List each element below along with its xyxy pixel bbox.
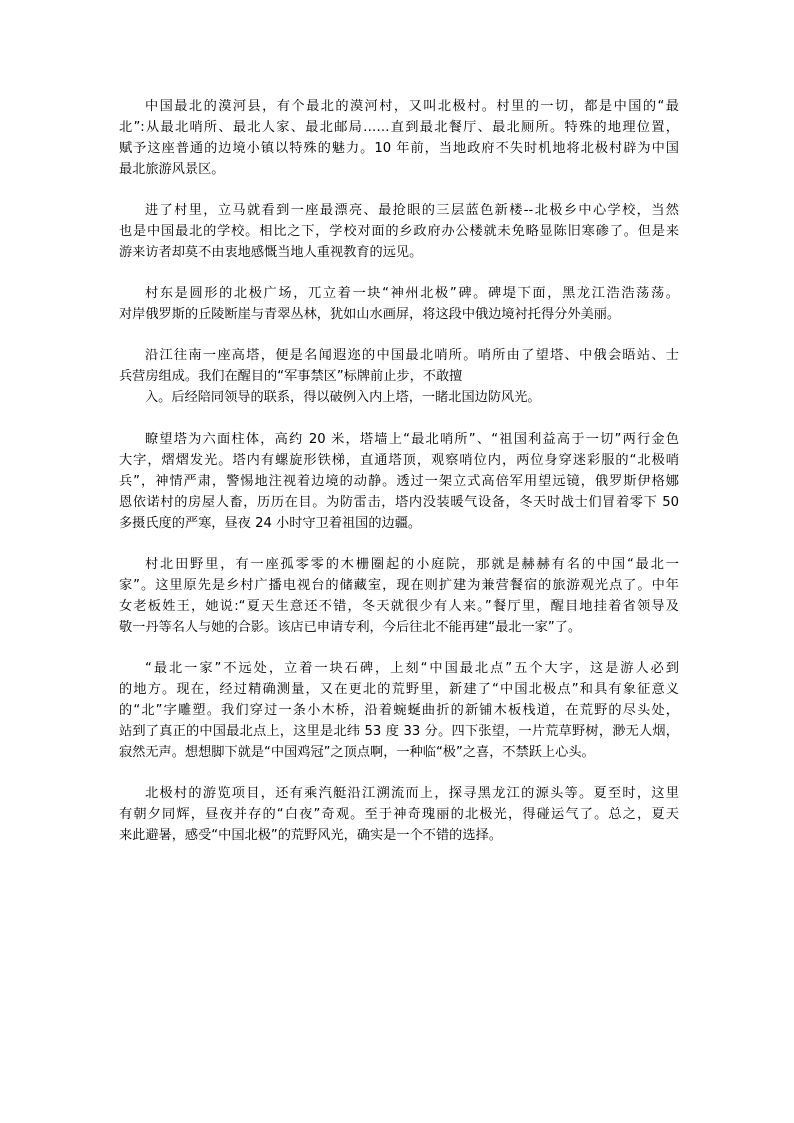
paragraph-7 xyxy=(119,658,679,763)
paragraph-line: 中国最北的漠河县，有个最北的漠河村，又叫北极村。村里的一切，都是中国的“最 xyxy=(145,99,679,114)
paragraph-line: 对岸俄罗斯的丘陵断崖与青翠丛林，犹如山水画屏，将这段中俄边境衬托得分外美丽。 xyxy=(119,307,621,322)
paragraph-3 xyxy=(119,283,679,325)
paragraph-line: 兵”，神情严肃，警惕地注视着边境的动静。透过一架立式高倍军用望远镜，俄罗斯伊格娜 xyxy=(119,474,679,489)
paragraph-line: 入。后经陪同领导的联系，得以破例入内上塔，一睹北国边防风光。 xyxy=(145,390,541,405)
paragraph-line: 赋予这座普通的边境小镇以特殊的魅力。10 年前，当地政府不失时机地将北极村辟为中国 xyxy=(119,141,679,156)
paragraph-line: 多摄氏度的严寒，昼夜 24 小时守卫着祖国的边疆。 xyxy=(119,516,422,531)
paragraph-line: 游来访者却莫不由衷地感慨当地人重视教育的远见。 xyxy=(119,245,423,260)
paragraph-line: 瞭望塔为六面柱体，高约 20 米，塔墙上“最北哨所”、“祖国利益高于一切”两行金色 xyxy=(145,432,679,447)
paragraph-line: 敬一丹等名人与她的合影。该店已申请专利，今后往北不能再建“最北一家”了。 xyxy=(119,620,582,635)
paragraph-line: 也是中国最北的学校。相比之下，学校对面的乡政府办公楼就未免略显陈旧寒碜了。但是来 xyxy=(119,224,679,239)
paragraph-line: 北极村的游览项目，还有乘汽艇沿江溯流而上，探寻黑龙江的源头等。夏至时，这里 xyxy=(145,786,679,801)
paragraph-1 xyxy=(119,96,679,180)
paragraph-line: 家”。这里原先是乡村广播电视台的储藏室，现在则扩建为兼营餐宿的旅游观光点了。中年 xyxy=(119,578,679,593)
paragraph-8 xyxy=(119,783,679,846)
paragraph-5 xyxy=(119,429,679,534)
paragraph-line: 兵营房组成。我们在醒目的“军事禁区”标牌前止步，不敢擅 xyxy=(119,369,463,384)
paragraph-line: 北”:从最北哨所、最北人家、最北邮局……直到最北餐厅、最北厕所。特殊的地理位置， xyxy=(119,120,679,135)
paragraph-line: 村东是圆形的北极广场，兀立着一块“神州北极”碑。碑堤下面，黑龙江浩浩荡荡。 xyxy=(145,286,679,301)
paragraph-line: 的“北”字雕塑。我们穿过一条小木桥，沿着蜿蜒曲折的新铺木板栈道，在荒野的尽头处， xyxy=(119,703,679,718)
paragraph-line: 来此避暑，感受“中国北极”的荒野风光，确实是一个不错的选择。 xyxy=(119,828,502,843)
paragraph-line: 最北旅游风景区。 xyxy=(119,162,225,177)
paragraph-line: 站到了真正的中国最北点上，这里是北纬 53 度 33 分。四下张望，一片荒草野树，渺无人烟， xyxy=(119,724,679,739)
paragraph-line: 寂然无声。想想脚下就是“中国鸡冠”之顶点啊，一种临“极”之喜，不禁跃上心头。 xyxy=(119,745,595,760)
paragraph-line: 沿江往南一座高塔，便是名闻遐迩的中国最北哨所。哨所由了望塔、中俄会晤站、士 xyxy=(145,348,679,363)
paragraph-line: 大字，熠熠发光。塔内有螺旋形铁梯，直通塔顶，观察哨位内，两位身穿迷彩服的“北极哨 xyxy=(119,453,679,468)
paragraph-4 xyxy=(119,345,679,408)
paragraph-line: 有朝夕同辉，昼夜并存的“白夜”奇观。至于神奇瑰丽的北极光，得碰运气了。总之，夏天 xyxy=(119,807,679,822)
paragraph-2 xyxy=(119,200,679,263)
paragraph-line: 村北田野里，有一座孤零零的木栅圈起的小庭院，那就是赫赫有名的中国“最北一 xyxy=(145,557,679,572)
paragraph-line: “最北一家”不远处，立着一块石碑，上刻“中国最北点”五个大字，这是游人必到 xyxy=(145,661,679,676)
paragraph-6 xyxy=(119,554,679,638)
paragraph-line: 恩依诺村的房屋人畜，历历在目。为防雷击，塔内没装暖气设备，冬天时战士们冒着零下 50 xyxy=(119,495,679,510)
paragraph-line: 女老板姓王，她说:“夏天生意还不错，冬天就很少有人来。”餐厅里，醒目地挂着省领导及 xyxy=(119,599,679,614)
paragraph-line: 进了村里，立马就看到一座最漂亮、最抢眼的三层蓝色新楼--北极乡中心学校，当然 xyxy=(145,203,679,218)
paragraph-line: 的地方。现在，经过精确测量，又在更北的荒野里，新建了“中国北极点”和具有象征意义 xyxy=(119,682,679,697)
